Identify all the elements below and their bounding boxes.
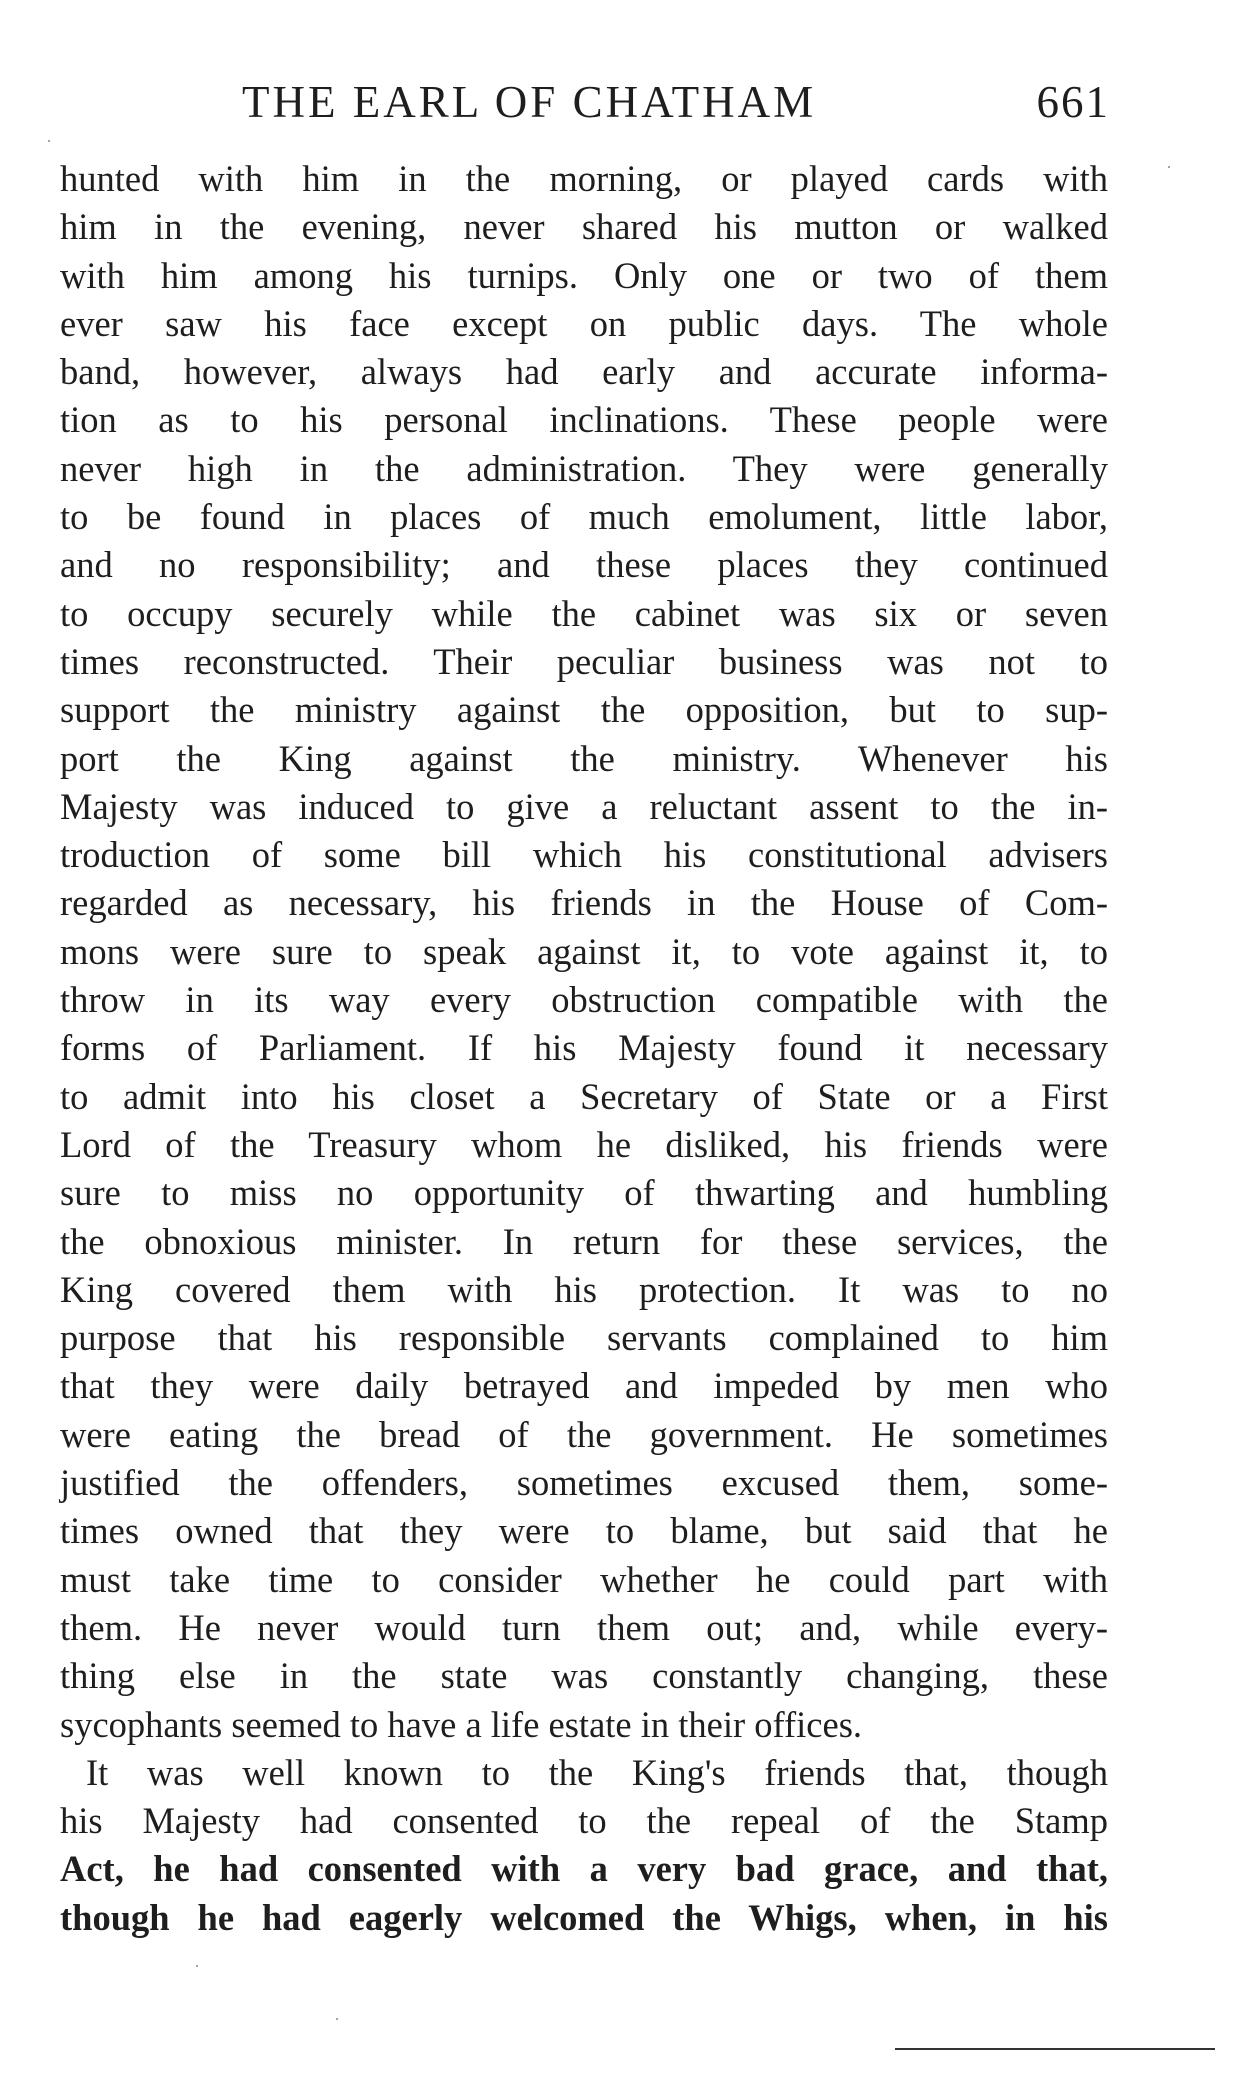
text-line: troduction of some bill which his constitutional advisers <box>60 834 1108 876</box>
paper-speck <box>48 140 50 142</box>
paragraph-2 <box>60 1749 1108 1942</box>
text-line: times reconstructed. Their peculiar business was not to <box>60 640 1108 682</box>
text-line: thing else in the state was constantly changing, these <box>60 1655 1108 1697</box>
text-line: and no responsibility; and these places they continued <box>60 544 1108 586</box>
text-line: It was well known to the King's friends that, though <box>86 1751 1108 1793</box>
text-line: to be found in places of much emolument, little labor, <box>60 496 1108 538</box>
text-line: sure to miss no opportunity of thwarting and humbling <box>60 1172 1108 1214</box>
text-line: purpose that his responsible servants complained to him <box>60 1317 1108 1359</box>
text-line: justified the offenders, sometimes excused them, some- <box>60 1462 1108 1504</box>
text-line: though he had eagerly welcomed the Whigs, when, in his <box>60 1896 1108 1938</box>
text-line: Majesty was induced to give a reluctant assent to the in- <box>60 785 1108 827</box>
text-line: tion as to his personal inclinations. These people were <box>60 399 1108 441</box>
text-line: throw in its way every obstruction compatible with the <box>60 979 1108 1021</box>
text-line: must take time to consider whether he could part with <box>60 1558 1108 1600</box>
text-line: King covered them with his protection. It was to no <box>60 1268 1108 1310</box>
page-number: 661 <box>1036 77 1110 127</box>
text-line: him in the evening, never shared his mutton or walked <box>60 206 1108 248</box>
text-line: forms of Parliament. If his Majesty found it necessary <box>60 1027 1108 1069</box>
text-line: Act, he had consented with a very bad grace, and that, <box>60 1848 1108 1890</box>
page-header <box>60 72 1110 132</box>
paper-speck <box>336 2018 338 2020</box>
text-line: ever saw his face except on public days. The whole <box>60 302 1108 344</box>
text-line: band, however, always had early and accurate informa- <box>60 351 1108 393</box>
text-line: that they were daily betrayed and impeded by men who <box>60 1365 1108 1407</box>
text-line: regarded as necessary, his friends in the House of Com- <box>60 882 1108 924</box>
text-line: hunted with him in the morning, or played cards with <box>60 158 1108 199</box>
footer-rule <box>895 2048 1215 2050</box>
text-line: Lord of the Treasury whom he disliked, his friends were <box>60 1123 1108 1165</box>
running-title: THE EARL OF CHATHAM <box>242 77 817 127</box>
text-line: the obnoxious minister. In return for these services, the <box>60 1220 1108 1262</box>
text-line: times owned that they were to blame, but said that he <box>60 1510 1108 1552</box>
text-line: them. He never would turn them out; and, while every- <box>60 1606 1108 1648</box>
body-text <box>60 155 1108 1942</box>
text-line: sycophants seemed to have a life estate in their offices. <box>60 1703 863 1745</box>
text-line: mons were sure to speak against it, to vote against it, to <box>60 930 1108 972</box>
text-line: port the King against the ministry. Whenever his <box>60 737 1108 779</box>
text-line: to admit into his closet a Secretary of State or a First <box>60 1075 1108 1117</box>
text-line: support the ministry against the opposition, but to sup- <box>60 689 1108 731</box>
text-line: his Majesty had consented to the repeal of the Stamp <box>60 1800 1108 1842</box>
paper-speck <box>1168 166 1170 168</box>
text-line: never high in the administration. They were generally <box>60 447 1108 489</box>
paper-speck <box>196 1965 198 1967</box>
text-line: with him among his turnips. Only one or two of them <box>60 254 1108 296</box>
paragraph-1 <box>60 155 1108 1749</box>
text-line: to occupy securely while the cabinet was six or seven <box>60 592 1108 634</box>
text-line: were eating the bread of the government. He sometimes <box>60 1413 1108 1455</box>
